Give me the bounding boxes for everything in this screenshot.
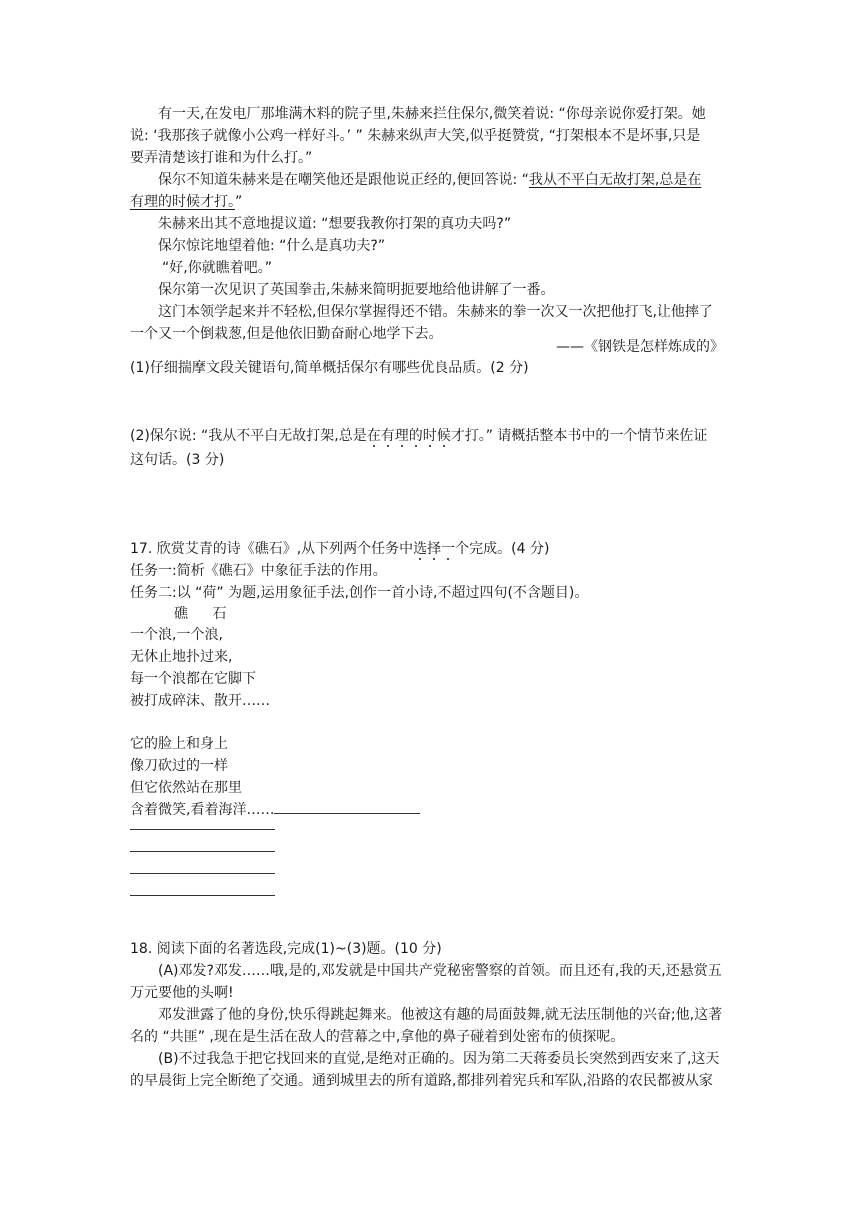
paragraph-line: 朱赫来出其不意地提议道: “想要我教你打架的真功夫吗?” <box>158 216 512 232</box>
paragraph-line: 要弄清楚该打谁和为什么打。” <box>130 150 313 166</box>
paragraph-line: 名的 “共匪” ,现在是生活在敌人的营幕之中,拿他的鼻子碰着到处密布的侦探呢。 <box>130 1029 625 1045</box>
emphasis-char: 择 <box>427 541 442 557</box>
emphasis-char: 时 <box>422 428 437 444</box>
question-16-2: (2)保尔说: “我从不平白无故打架,总是在有理的时候才打。” 请概括整本书中的一个情节来佐证 <box>130 428 708 444</box>
answer-line[interactable] <box>130 873 275 874</box>
poem-line: 被打成碎沫、散开…… <box>130 693 270 709</box>
task-one: 任务一:简析《礁石》中象征手法的作用。 <box>130 563 387 579</box>
paragraph-line: 这门本领学起来并不轻松,但保尔掌握得还不错。朱赫来的拳一次又一次把他打飞,让他摔了 <box>158 304 713 320</box>
emphasis-char: 选 <box>413 541 428 557</box>
underlined-quote: 我从不平白无故打架,总是在 <box>528 172 702 188</box>
paragraph-line: 保尔第一次见识了英国拳击,朱赫来简明扼要地给他讲解了一番。 <box>158 282 555 298</box>
poem-line: 它的脸上和身上 <box>130 736 228 752</box>
emphasis-char: 在 <box>366 428 381 444</box>
task-two: 任务二:以 “荷” 为题,运用象征手法,创作一首小诗,不超过四句(不含题目)。 <box>130 585 589 601</box>
emphasis-char: 候 <box>436 428 451 444</box>
emphasis-char: 理 <box>394 428 409 444</box>
poem-line: 一个浪,一个浪, <box>130 627 223 643</box>
paragraph-line: 有一天,在发电厂那堆满木料的院子里,朱赫来拦住保尔,微笑着说: “你母亲说你爱打架。她 <box>158 106 706 122</box>
answer-line[interactable] <box>130 829 275 830</box>
emphasis-char: 的 <box>408 428 423 444</box>
question-18-title: 18. 阅读下面的名著选段,完成(1)~(3)题。(10 分) <box>130 941 442 957</box>
paragraph-line: 有理的时候才打。” <box>130 194 243 210</box>
poem-line: 无休止地扑过来, <box>130 649 233 665</box>
paragraph-line: 万元要他的头啊! <box>130 985 234 1001</box>
paragraph-line: 保尔不知道朱赫来是在嘲笑他还是跟他说正经的,便回答说: “我从不平白无故打架,总是在 <box>158 172 702 188</box>
poem-line: 但它依然站在那里 <box>130 780 242 796</box>
paragraph-line: 说: ‘我那孩子就像小公鸡一样好斗。’ ” 朱赫来纵声大笑,似乎挺赞赏, “打架根本不是坏事,只是 <box>130 128 701 144</box>
poem-line: 每一个浪都在它脚下 <box>130 671 256 687</box>
emphasis-char: 它 <box>262 1051 277 1067</box>
answer-blank[interactable] <box>274 799 420 814</box>
question-16-1: (1)仔细揣摩文段关键语句,简单概括保尔有哪些优良品质。(2 分) <box>130 360 529 376</box>
answer-line[interactable] <box>130 895 275 896</box>
paragraph-line: 的早晨街上完全断绝了交通。通到城里去的所有道路,都排列着宪兵和军队,沿路的农民都被从家 <box>130 1073 713 1089</box>
answer-line[interactable] <box>130 851 275 852</box>
paragraph-line: “好,你就瞧着吧。” <box>162 260 272 276</box>
underlined-quote: 有理的时候才打。 <box>130 194 235 210</box>
question-16-2-cont: 这句话。(3 分) <box>130 452 225 468</box>
paragraph-line: 邓发泄露了他的身份,快乐得跳起舞来。他被这有趣的局面鼓舞,就无法压制他的兴奋;他,这著 <box>158 1007 723 1023</box>
paragraph-line: 一个又一个倒栽葱,但是他依旧勤奋耐心地学下去。 <box>130 326 443 342</box>
poem-line: 含着微笑,看着海洋…… <box>130 799 420 821</box>
paragraph-line: (A)邓发?邓发……哦,是的,邓发就是中国共产党秘密警察的首领。而且还有,我的天,还悬赏五 <box>158 963 722 979</box>
poem-line: 像刀砍过的一样 <box>130 758 228 774</box>
question-17-title: 17. 欣赏艾青的诗《礁石》,从下列两个任务中选择一个完成。(4 分) <box>130 541 550 557</box>
source-citation: ——《钢铁是怎样炼成的》 <box>556 339 724 355</box>
emphasis-char: 有 <box>380 428 395 444</box>
emphasis-char: 一 <box>441 541 456 557</box>
paragraph-line: 保尔惊诧地望着他: “什么是真功夫?” <box>158 238 386 254</box>
poem-title: 礁 石 <box>174 606 237 622</box>
paragraph-line: (B)不过我急于把它找回来的直觉,是绝对正确的。因为第二天蒋委员长突然到西安来了,这天 <box>158 1051 720 1067</box>
